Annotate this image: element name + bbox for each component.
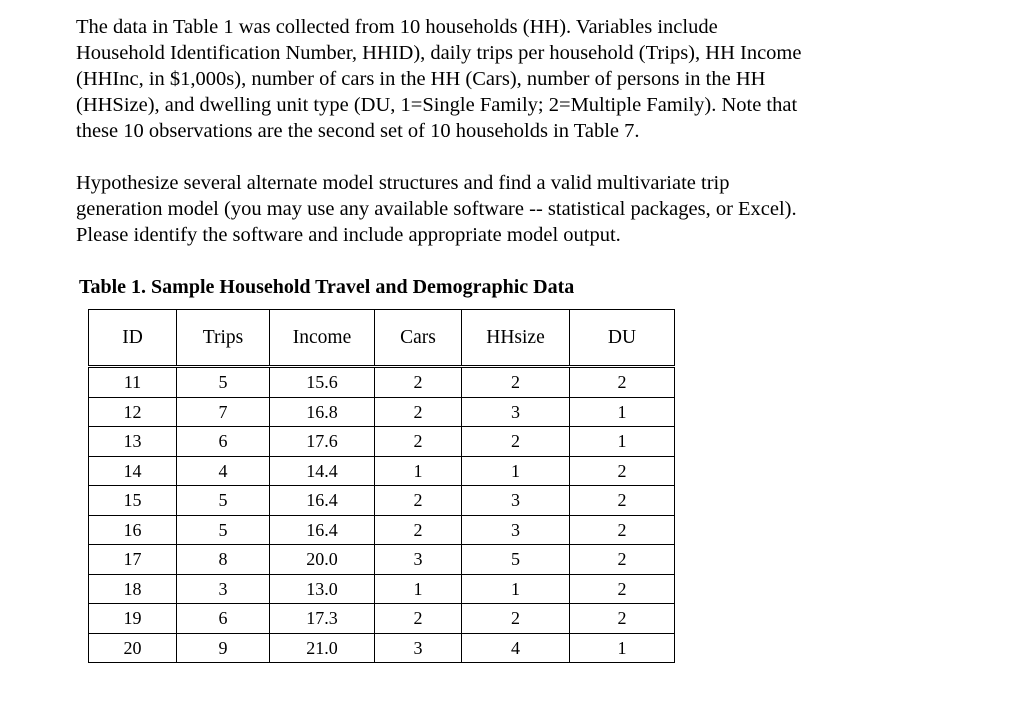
cell-hhsize: 4 <box>462 633 570 663</box>
table-body <box>89 367 675 663</box>
cell-id: 17 <box>89 545 177 575</box>
cell-du: 2 <box>570 515 675 545</box>
header-id: ID <box>89 310 177 367</box>
cell-income: 13.0 <box>270 574 375 604</box>
table-row <box>89 574 675 604</box>
cell-income: 17.3 <box>270 604 375 634</box>
header-income: Income <box>270 310 375 367</box>
cell-cars: 3 <box>375 545 462 575</box>
intro-line: (HHInc, in $1,000s), number of cars in the HH (Cars), number of persons in the HH <box>76 68 766 90</box>
intro-line: The data in Table 1 was collected from 10 households (HH). Variables include <box>76 16 718 38</box>
cell-du: 2 <box>570 545 675 575</box>
cell-income: 14.4 <box>270 456 375 486</box>
cell-income: 16.4 <box>270 486 375 516</box>
task-line: Hypothesize several alternate model structures and find a valid multivariate trip <box>76 172 730 194</box>
cell-trips: 6 <box>177 604 270 634</box>
cell-du: 2 <box>570 574 675 604</box>
table-row <box>89 397 675 427</box>
cell-id: 13 <box>89 427 177 457</box>
cell-cars: 2 <box>375 486 462 516</box>
intro-paragraph <box>76 14 801 144</box>
cell-du: 2 <box>570 604 675 634</box>
cell-trips: 7 <box>177 397 270 427</box>
cell-hhsize: 2 <box>462 427 570 457</box>
intro-line: these 10 observations are the second set of 10 households in Table 7. <box>76 120 640 142</box>
cell-id: 15 <box>89 486 177 516</box>
cell-du: 1 <box>570 397 675 427</box>
cell-du: 2 <box>570 367 675 398</box>
cell-cars: 2 <box>375 427 462 457</box>
cell-cars: 2 <box>375 515 462 545</box>
cell-trips: 5 <box>177 515 270 545</box>
table-row <box>89 515 675 545</box>
task-line: Please identify the software and include appropriate model output. <box>76 224 621 246</box>
cell-cars: 2 <box>375 604 462 634</box>
cell-trips: 4 <box>177 456 270 486</box>
cell-du: 2 <box>570 486 675 516</box>
cell-cars: 1 <box>375 574 462 604</box>
table-row <box>89 633 675 663</box>
cell-hhsize: 1 <box>462 574 570 604</box>
table-row <box>89 427 675 457</box>
cell-hhsize: 2 <box>462 367 570 398</box>
cell-du: 2 <box>570 456 675 486</box>
cell-id: 11 <box>89 367 177 398</box>
cell-cars: 1 <box>375 456 462 486</box>
cell-trips: 3 <box>177 574 270 604</box>
cell-trips: 5 <box>177 486 270 516</box>
header-hhsize: HHsize <box>462 310 570 367</box>
cell-hhsize: 3 <box>462 515 570 545</box>
cell-id: 18 <box>89 574 177 604</box>
cell-hhsize: 5 <box>462 545 570 575</box>
cell-hhsize: 1 <box>462 456 570 486</box>
cell-id: 16 <box>89 515 177 545</box>
cell-cars: 3 <box>375 633 462 663</box>
cell-cars: 2 <box>375 367 462 398</box>
cell-du: 1 <box>570 633 675 663</box>
cell-hhsize: 3 <box>462 486 570 516</box>
cell-id: 20 <box>89 633 177 663</box>
cell-cars: 2 <box>375 397 462 427</box>
cell-income: 20.0 <box>270 545 375 575</box>
task-line: generation model (you may use any available software -- statistical packages, or Excel). <box>76 198 797 220</box>
table-row <box>89 486 675 516</box>
household-data-table <box>88 309 675 663</box>
table-row <box>89 367 675 398</box>
intro-line: Household Identification Number, HHID), daily trips per household (Trips), HH Income <box>76 42 802 64</box>
cell-trips: 6 <box>177 427 270 457</box>
cell-income: 21.0 <box>270 633 375 663</box>
cell-trips: 9 <box>177 633 270 663</box>
cell-id: 14 <box>89 456 177 486</box>
header-trips: Trips <box>177 310 270 367</box>
cell-trips: 5 <box>177 367 270 398</box>
cell-income: 16.4 <box>270 515 375 545</box>
cell-trips: 8 <box>177 545 270 575</box>
table-caption: Table 1. Sample Household Travel and Demographic Data <box>79 276 575 298</box>
table-row <box>89 456 675 486</box>
cell-hhsize: 2 <box>462 604 570 634</box>
cell-income: 16.8 <box>270 397 375 427</box>
table-row <box>89 545 675 575</box>
table-header-row <box>89 310 675 367</box>
cell-income: 17.6 <box>270 427 375 457</box>
table-row <box>89 604 675 634</box>
cell-du: 1 <box>570 427 675 457</box>
cell-hhsize: 3 <box>462 397 570 427</box>
cell-income: 15.6 <box>270 367 375 398</box>
header-cars: Cars <box>375 310 462 367</box>
task-paragraph <box>76 170 797 248</box>
cell-id: 19 <box>89 604 177 634</box>
header-du: DU <box>570 310 675 367</box>
cell-id: 12 <box>89 397 177 427</box>
intro-line: (HHSize), and dwelling unit type (DU, 1=Single Family; 2=Multiple Family). Note that <box>76 94 798 116</box>
